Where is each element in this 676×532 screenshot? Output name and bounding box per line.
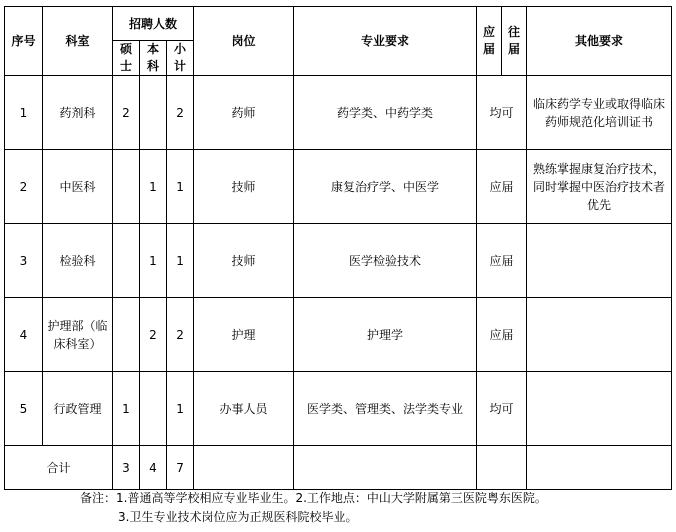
- total-bachelor: 4: [140, 446, 167, 490]
- cell-seq: 4: [5, 298, 43, 372]
- total-empty-position: [194, 446, 294, 490]
- cell-bachelor: 2: [140, 298, 167, 372]
- cell-graduate: 均可: [477, 76, 527, 150]
- cell-bachelor: 1: [140, 224, 167, 298]
- cell-bachelor: [140, 76, 167, 150]
- total-row: [5, 446, 672, 490]
- table-row: [5, 76, 672, 150]
- cell-subtotal: 1: [167, 150, 194, 224]
- cell-dept: 检验科: [43, 224, 113, 298]
- header-dept: 科室: [43, 7, 113, 76]
- cell-dept: 药剂科: [43, 76, 113, 150]
- header-recruit-count: 招聘人数: [113, 7, 194, 41]
- recruitment-table: [4, 6, 672, 490]
- header-seq: 序号: [5, 7, 43, 76]
- cell-major: 药学类、中药学类: [294, 76, 477, 150]
- header-position: 岗位: [194, 7, 294, 76]
- table-row: [5, 372, 672, 446]
- header-row-1: [5, 7, 672, 41]
- cell-dept: 中医科: [43, 150, 113, 224]
- cell-master: [113, 298, 140, 372]
- cell-subtotal: 2: [167, 298, 194, 372]
- cell-graduate: 应届: [477, 298, 527, 372]
- cell-master: [113, 150, 140, 224]
- cell-position: 药师: [194, 76, 294, 150]
- cell-other: [527, 298, 672, 372]
- note-line-2: 3.卫生专业技术岗位应为正规医科院校毕业。: [118, 510, 358, 524]
- cell-subtotal: 2: [167, 76, 194, 150]
- cell-major: 护理学: [294, 298, 477, 372]
- cell-graduate: 应届: [477, 224, 527, 298]
- header-other: 其他要求: [527, 7, 672, 76]
- cell-other: [527, 224, 672, 298]
- cell-graduate: 应届: [477, 150, 527, 224]
- cell-seq: 1: [5, 76, 43, 150]
- total-empty-other: [527, 446, 672, 490]
- cell-dept: 护理部（临床科室）: [43, 298, 113, 372]
- cell-bachelor: 1: [140, 150, 167, 224]
- cell-position: 技师: [194, 150, 294, 224]
- cell-master: 1: [113, 372, 140, 446]
- header-subtotal: 小计: [167, 41, 194, 76]
- header-past: 往届: [502, 7, 527, 76]
- cell-position: 技师: [194, 224, 294, 298]
- cell-master: 2: [113, 76, 140, 150]
- cell-graduate: 均可: [477, 372, 527, 446]
- cell-seq: 2: [5, 150, 43, 224]
- total-master: 3: [113, 446, 140, 490]
- cell-bachelor: [140, 372, 167, 446]
- cell-other: 临床药学专业或取得临床药师规范化培训证书: [527, 76, 672, 150]
- cell-seq: 5: [5, 372, 43, 446]
- cell-major: 康复治疗学、中医学: [294, 150, 477, 224]
- header-bachelor: 本科: [140, 41, 167, 76]
- total-empty-graduate: [477, 446, 527, 490]
- cell-subtotal: 1: [167, 224, 194, 298]
- total-subtotal: 7: [167, 446, 194, 490]
- header-fresh: 应届: [477, 7, 502, 76]
- cell-major: 医学检验技术: [294, 224, 477, 298]
- cell-dept: 行政管理: [43, 372, 113, 446]
- total-label: 合计: [5, 446, 113, 490]
- cell-master: [113, 224, 140, 298]
- header-major: 专业要求: [294, 7, 477, 76]
- notes: [80, 489, 547, 527]
- cell-subtotal: 1: [167, 372, 194, 446]
- cell-position: 护理: [194, 298, 294, 372]
- header-master: 硕士: [113, 41, 140, 76]
- cell-position: 办事人员: [194, 372, 294, 446]
- cell-seq: 3: [5, 224, 43, 298]
- note-line-1: 备注：1.普通高等学校相应专业毕业生。2.工作地点：中山大学附属第三医院粤东医院。: [80, 491, 547, 505]
- table-row: [5, 224, 672, 298]
- table-row: [5, 150, 672, 224]
- cell-other: 熟练掌握康复治疗技术，同时掌握中医治疗技术者优先: [527, 150, 672, 224]
- cell-major: 医学类、管理类、法学类专业: [294, 372, 477, 446]
- table-row: [5, 298, 672, 372]
- cell-other: [527, 372, 672, 446]
- total-empty-major: [294, 446, 477, 490]
